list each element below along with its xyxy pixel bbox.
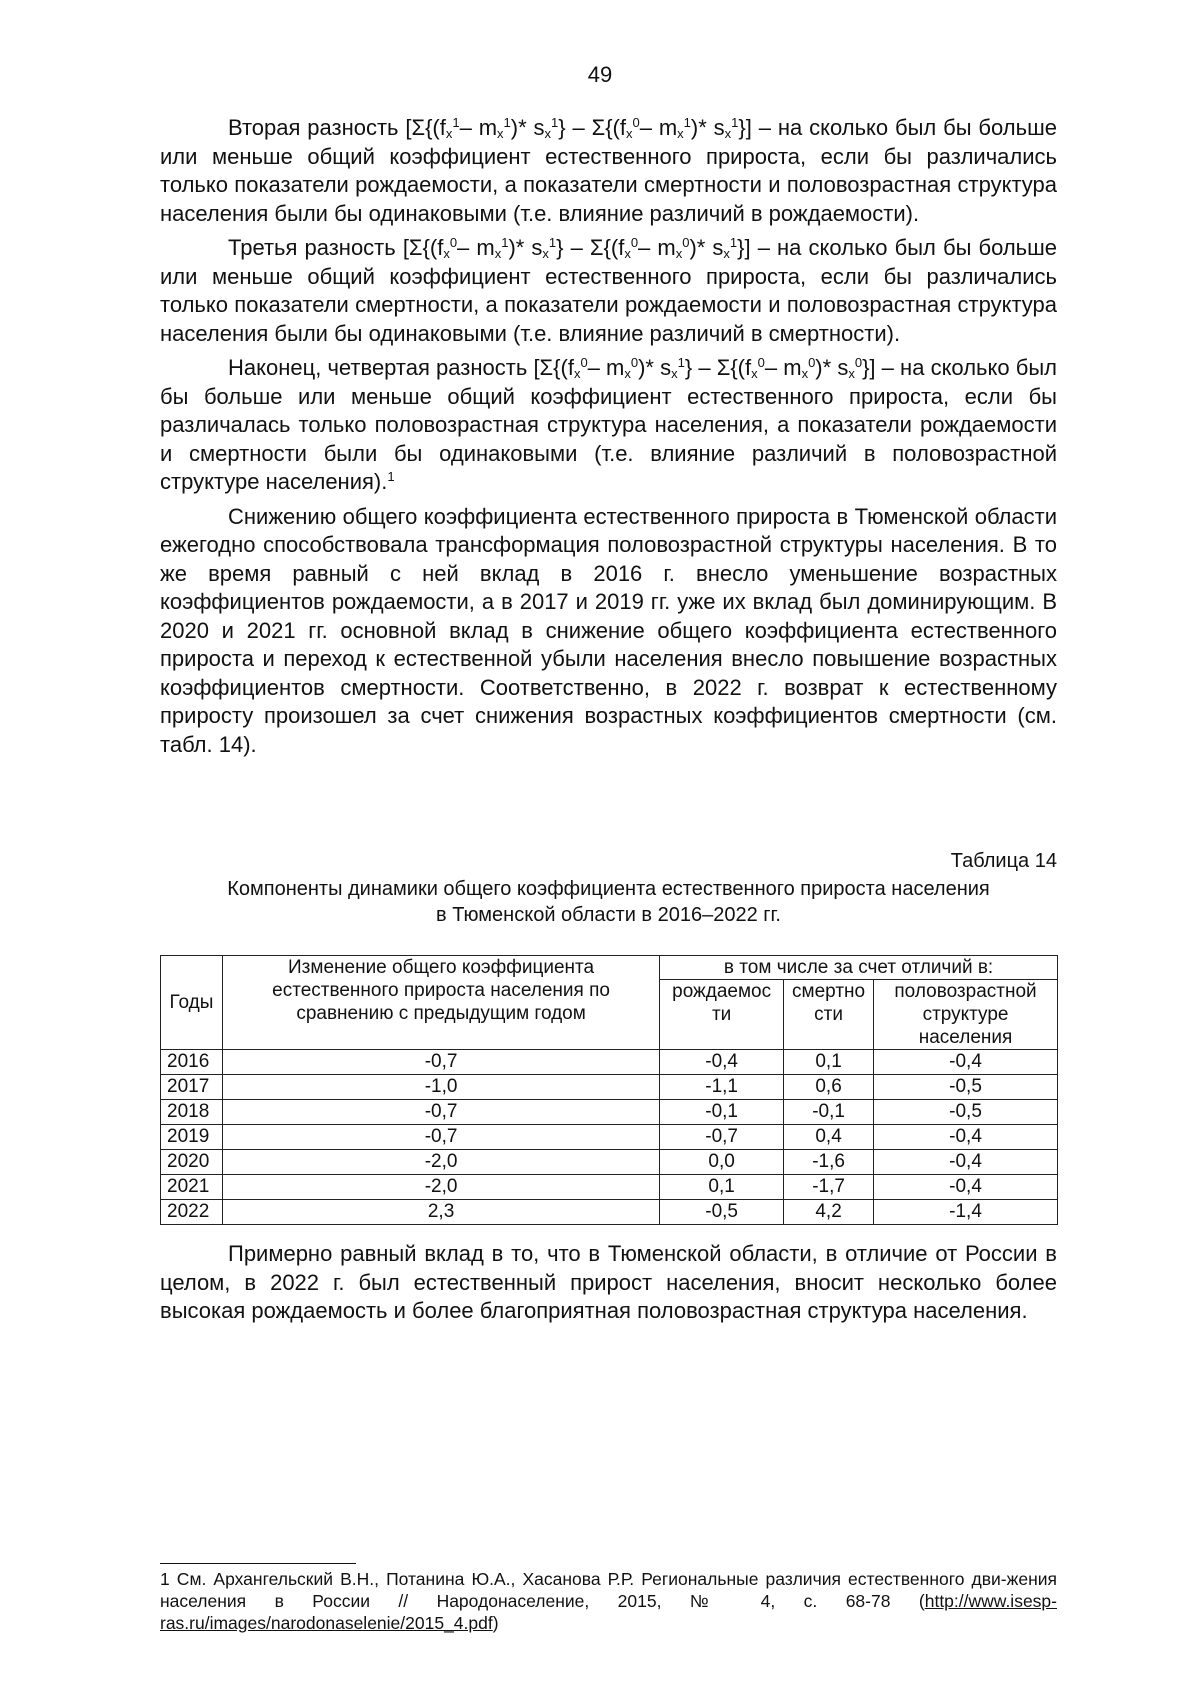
cell-death: -1,7 bbox=[784, 1175, 874, 1200]
header-birth: рождаемос ти bbox=[660, 980, 784, 1050]
table-row bbox=[161, 1200, 1058, 1225]
table-row bbox=[161, 1175, 1058, 1200]
components-table bbox=[160, 955, 1058, 1225]
footnote-divider bbox=[160, 1563, 356, 1564]
page-number: 49 bbox=[587, 62, 613, 87]
table-row bbox=[161, 1050, 1058, 1075]
cell-birth: 0,1 bbox=[660, 1175, 784, 1200]
cell-structure: -0,5 bbox=[874, 1100, 1058, 1125]
cell-year: 2018 bbox=[161, 1100, 223, 1125]
cell-birth: -0,1 bbox=[660, 1100, 784, 1125]
table-label: Таблица 14 bbox=[950, 850, 1057, 872]
cell-death: 4,2 bbox=[784, 1200, 874, 1225]
footnote-reference[interactable]: 1 bbox=[387, 469, 395, 484]
footnote bbox=[160, 1568, 1057, 1634]
paragraph-text: – на сколько был бы больше или меньше общий коэффициент естественного прироста, если бы различались только показатели рождаемости, а показатели смертности и половозрастная структура населения были бы одинаковыми (т.е. влияние различий в рождаемости). bbox=[160, 115, 1057, 226]
paragraph-analysis: Снижению общего коэффициента естественного прироста в Тюменской области ежегодно способствовала трансформация половозрастной структуры населения. В то же время равный с ней вклад в 2016 г. внесло уменьшение возрастных коэффициентов рождаемости, а в 2017 и 2019 гг. уже их вклад был доминирующим. В 2020 и 2021 гг. основной вклад в снижение общего коэффициента естественного прироста и переход к естественной убыли населения внесло повышение возрастных коэффициентов смертности. Соответственно, в 2022 г. возврат к естественному приросту произошел за счет снижения возрастных коэффициентов смертности (см. табл. 14). bbox=[160, 503, 1057, 757]
formula: [$\Sigma\{(f_x^1-$ $m_x^1)*$ $s_x^1\} - \Sigma\{(f_x^0-$ $m_x^1)*$ $s_x^1$}] bbox=[405, 115, 752, 141]
cell-death: 0,4 bbox=[784, 1125, 874, 1150]
body-text bbox=[160, 114, 1057, 765]
formula: [$\Sigma\{(f_x^0-$ $m_x^0)*$ $s_x^1\} - \Sigma\{(f_x^0-$ $m_x^0)*$ $s_x^0$}] bbox=[533, 355, 876, 381]
footnote-paren: ( bbox=[918, 1591, 925, 1611]
cell-birth: -0,4 bbox=[660, 1050, 784, 1075]
header-change: Изменение общего коэффициента естественного прироста населения по сравнению с предыдущим годом bbox=[222, 956, 659, 1050]
paragraph-second-difference bbox=[160, 114, 1057, 228]
cell-year: 2021 bbox=[161, 1175, 223, 1200]
cell-structure: -0,4 bbox=[874, 1050, 1058, 1075]
cell-change: -1,0 bbox=[222, 1075, 659, 1100]
cell-year: 2017 bbox=[161, 1075, 223, 1100]
header-structure: половозрастной структуре населения bbox=[874, 980, 1058, 1050]
cell-structure: -0,5 bbox=[874, 1075, 1058, 1100]
cell-birth: 0,0 bbox=[660, 1150, 784, 1175]
cell-structure: -0,4 bbox=[874, 1175, 1058, 1200]
cell-change: -0,7 bbox=[222, 1100, 659, 1125]
cell-year: 2016 bbox=[161, 1050, 223, 1075]
paragraph-intro: Третья разность bbox=[228, 235, 403, 260]
table-title bbox=[160, 876, 1057, 928]
paragraph-text: – на сколько был бы больше или меньше общий коэффициент естественного прироста, если бы различались только показатели смертности, а показатели рождаемости и половозрастная структура населения были бы одинаковыми (т.е. влияние различий в смертности). bbox=[160, 235, 1058, 346]
table-title-line: в Тюменской области в 2016–2022 гг. bbox=[436, 904, 781, 926]
cell-death: -1,6 bbox=[784, 1150, 874, 1175]
paragraph-third-difference bbox=[160, 234, 1057, 348]
cell-year: 2019 bbox=[161, 1125, 223, 1150]
cell-year: 2020 bbox=[161, 1150, 223, 1175]
paragraph-fourth-difference bbox=[160, 354, 1057, 497]
cell-structure: -1,4 bbox=[874, 1200, 1058, 1225]
cell-change: -2,0 bbox=[222, 1150, 659, 1175]
footnote-link[interactable]: http://www.isesp-ras.ru/images/narodonaselenie/2015_4.pdf bbox=[160, 1591, 1057, 1633]
cell-death: -0,1 bbox=[784, 1100, 874, 1125]
paragraph-intro: Вторая разность bbox=[228, 115, 406, 140]
table-row bbox=[161, 1125, 1058, 1150]
table-row bbox=[161, 1100, 1058, 1125]
cell-change: -0,7 bbox=[222, 1050, 659, 1075]
cell-year: 2022 bbox=[161, 1200, 223, 1225]
cell-structure: -0,4 bbox=[874, 1125, 1058, 1150]
header-death: смертно сти bbox=[784, 980, 874, 1050]
footnote-number: 1 bbox=[160, 1569, 170, 1589]
table-row bbox=[161, 1150, 1058, 1175]
formula: [$\Sigma\{(f_x^0-$ $m_x^1)*$ $s_x^1\} - \Sigma\{(f_x^0-$ $m_x^0)*$ $s_x^1$}] bbox=[402, 235, 751, 261]
paragraph-conclusion: Примерно равный вклад в то, что в Тюменской области, в отличие от России в целом, в 2022 г. был естественный прирост населения, вносит несколько более высокая рождаемость и более благоприятная половозрастная структура населения. bbox=[160, 1241, 1057, 1323]
table-title-line: Компоненты динамики общего коэффициента естественного прироста населения bbox=[227, 878, 990, 900]
paragraph-intro: Наконец, четвертая разность bbox=[228, 355, 534, 380]
table-row bbox=[161, 1075, 1058, 1100]
footnote-text: См. Архангельский В.Н., Потанина Ю.А., Хасанова Р.Р. Региональные различия естественного дви-жения населения в России // Народонаселение, 2015, № 4, с. 68-78 bbox=[160, 1569, 1057, 1611]
paragraph-text: – на сколько был бы больше или меньше общий коэффициент естественного прироста, если бы различалась только половозрастная структура населения, а показатели рождаемости и смертности были бы одинаковыми (т.е. влияние различий в половозрастной структуре населения). bbox=[160, 355, 1057, 494]
cell-change: -2,0 bbox=[222, 1175, 659, 1200]
cell-death: 0,1 bbox=[784, 1050, 874, 1075]
cell-change: -0,7 bbox=[222, 1125, 659, 1150]
cell-birth: -1,1 bbox=[660, 1075, 784, 1100]
cell-structure: -0,4 bbox=[874, 1150, 1058, 1175]
cell-birth: -0,5 bbox=[660, 1200, 784, 1225]
cell-birth: -0,7 bbox=[660, 1125, 784, 1150]
header-group: в том числе за счет отличий в: bbox=[660, 956, 1058, 980]
footnote-paren: ) bbox=[492, 1613, 499, 1633]
cell-death: 0,6 bbox=[784, 1075, 874, 1100]
cell-change: 2,3 bbox=[222, 1200, 659, 1225]
header-years: Годы bbox=[161, 956, 223, 1050]
